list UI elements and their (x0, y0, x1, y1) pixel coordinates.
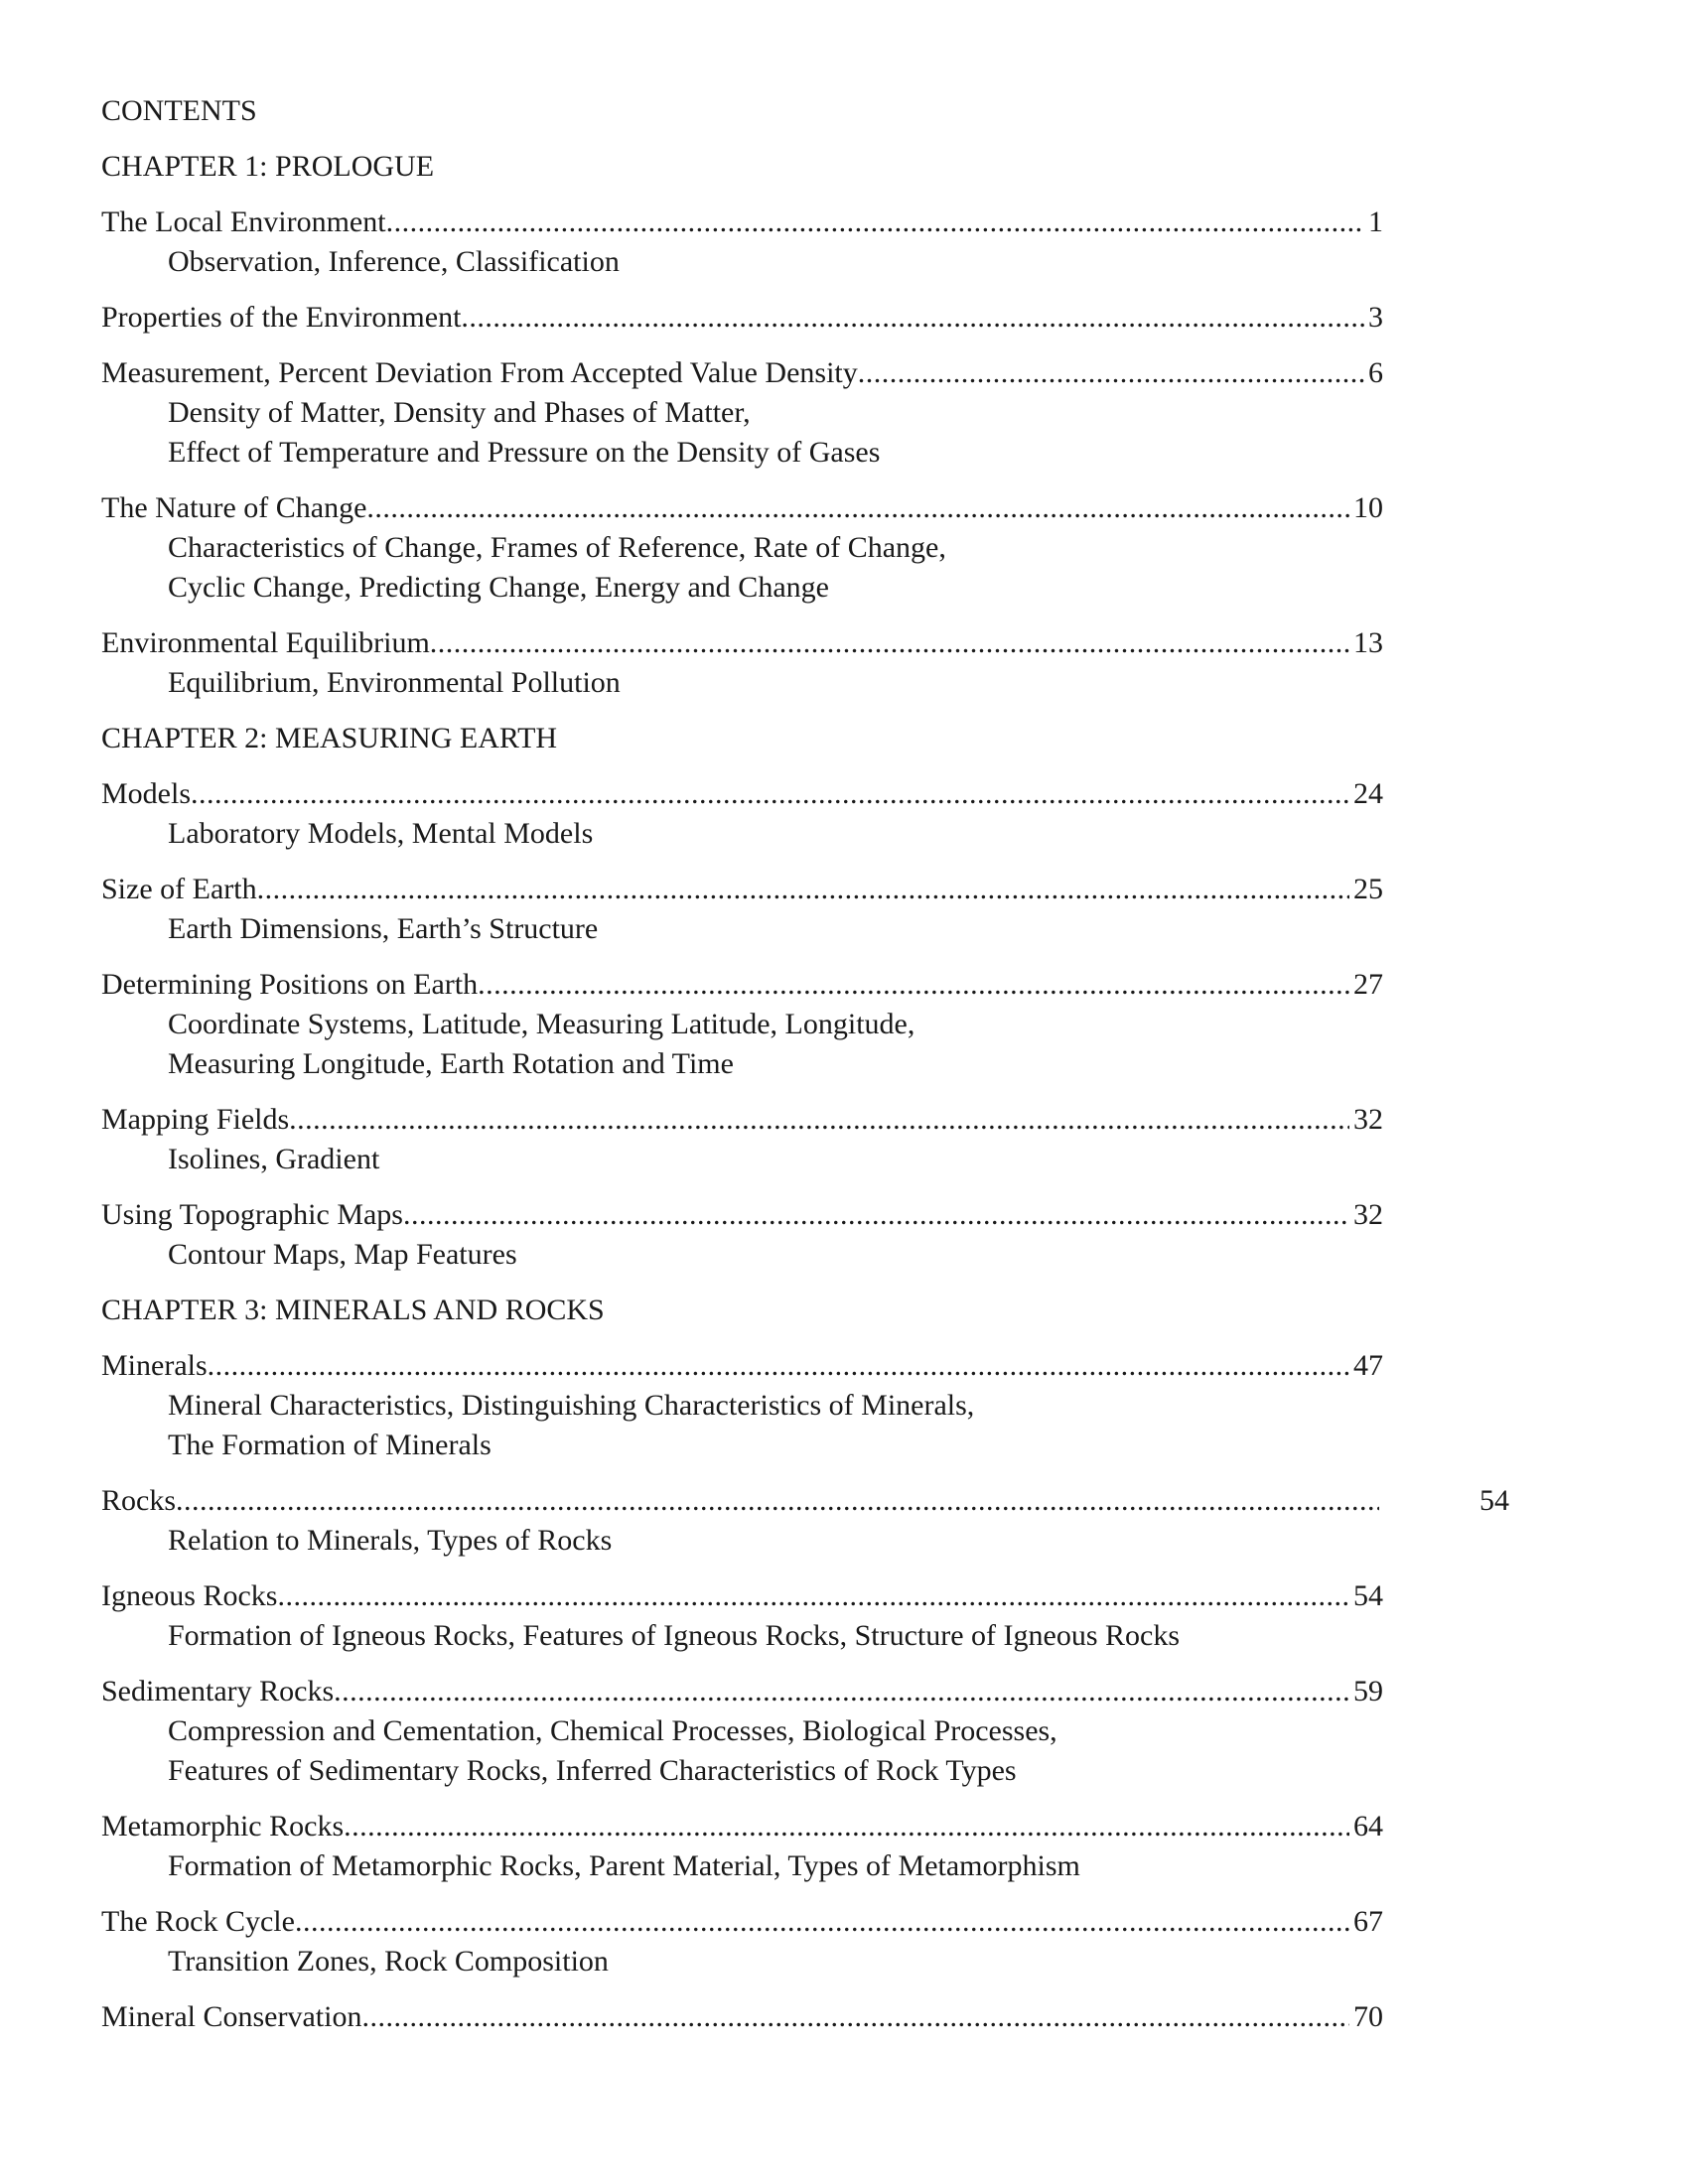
toc-entry-title: The Nature of Change (101, 491, 367, 524)
toc-entry-line (101, 1195, 1383, 1235)
toc-entry-line (101, 488, 1383, 528)
contents-heading: CONTENTS (101, 94, 257, 127)
dot-leader (176, 1481, 1379, 1521)
toc-entry (101, 1576, 1392, 1656)
toc-subtopics: Contour Maps, Map Features (168, 1238, 517, 1271)
toc-entry-line (101, 353, 1383, 393)
dot-leader (361, 1997, 1349, 2037)
toc-entry-title: Sedimentary Rocks (101, 1675, 335, 1707)
toc-subtopics: Earth Dimensions, Earth’s Structure (168, 912, 599, 945)
toc-entry-line (101, 1100, 1383, 1140)
toc-entry (101, 353, 1392, 473)
toc-entry-line (101, 870, 1383, 909)
toc-page-number: 64 (1353, 1810, 1383, 1843)
toc-entry-title: Size of Earth (101, 873, 257, 905)
toc-entry-title: Models (101, 777, 191, 810)
toc-entry-line (101, 774, 1383, 814)
dot-leader (366, 488, 1349, 528)
toc-entry-title: Mineral Conservation (101, 2000, 362, 2033)
toc-subtopics: Formation of Igneous Rocks, Features of Igneous Rocks, Structure of Igneous Rocks (168, 1619, 1181, 1652)
toc-entry (101, 870, 1392, 949)
toc-page-number: 32 (1353, 1198, 1383, 1231)
toc-page-number: 1 (1368, 205, 1383, 238)
toc-entry-title: Environmental Equilibrium (101, 626, 430, 659)
toc-subtopics: Cyclic Change, Predicting Change, Energy and Change (168, 571, 829, 604)
toc-subtopics: Formation of Metamorphic Rocks, Parent Material, Types of Metamorphism (168, 1849, 1080, 1882)
toc-subtopics: Density of Matter, Density and Phases of Matter, (168, 396, 751, 429)
dot-leader (191, 774, 1349, 814)
toc-subtopics: Equilibrium, Environmental Pollution (168, 666, 621, 699)
toc-subtopics: Mineral Characteristics, Distinguishing Characteristics of Minerals, (168, 1389, 975, 1422)
toc-subtopics: Coordinate Systems, Latitude, Measuring Latitude, Longitude, (168, 1008, 915, 1040)
toc-subtopics: Relation to Minerals, Types of Rocks (168, 1524, 613, 1557)
toc-entry-title: Metamorphic Rocks (101, 1810, 345, 1843)
dot-leader (289, 1100, 1349, 1140)
chapter-heading: CHAPTER 1: PROLOGUE (101, 150, 435, 183)
toc-entry (101, 965, 1392, 1084)
toc-entry (101, 203, 1392, 282)
toc-subtopics: Isolines, Gradient (168, 1143, 380, 1175)
toc-entry (101, 1100, 1392, 1179)
toc-entry-title: Properties of the Environment (101, 301, 462, 334)
toc-entry (101, 1672, 1392, 1791)
toc-page-number: 3 (1368, 301, 1383, 334)
toc-subtopics: Measuring Longitude, Earth Rotation and Time (168, 1047, 734, 1080)
toc-page-number: 6 (1368, 356, 1383, 389)
toc-subtopics: Characteristics of Change, Frames of Reference, Rate of Change, (168, 531, 946, 564)
toc-page-number: 27 (1353, 968, 1383, 1001)
toc-entry-line (101, 1902, 1383, 1942)
toc-subtopics: Features of Sedimentary Rocks, Inferred Characteristics of Rock Types (168, 1754, 1017, 1787)
toc-page-number: 47 (1353, 1349, 1383, 1382)
toc-entry-title: The Rock Cycle (101, 1905, 295, 1938)
toc-entry (101, 1346, 1392, 1465)
toc-page-number: 32 (1353, 1103, 1383, 1136)
toc-page-number: 10 (1353, 491, 1383, 524)
toc-entry-title: Using Topographic Maps (101, 1198, 403, 1231)
chapter-heading: CHAPTER 2: MEASURING EARTH (101, 722, 558, 754)
toc-entry-title: The Local Environment (101, 205, 386, 238)
toc-entry-line (101, 623, 1383, 663)
toc-entry (101, 298, 1392, 338)
toc-page-number: 70 (1353, 2000, 1383, 2033)
dot-leader (334, 1672, 1349, 1711)
toc-entry-line (101, 1672, 1383, 1711)
toc-entry (101, 1902, 1392, 1981)
toc-subtopics: Transition Zones, Rock Composition (168, 1945, 609, 1978)
toc-entry-line (101, 1481, 1509, 1521)
toc-page-number: 24 (1353, 777, 1383, 810)
toc-entry-line (101, 965, 1383, 1005)
toc-entry-line (101, 298, 1383, 338)
toc-subtopics: Laboratory Models, Mental Models (168, 817, 594, 850)
dot-leader (430, 623, 1349, 663)
toc-entry (101, 774, 1392, 854)
toc-page-number: 59 (1353, 1675, 1383, 1707)
toc-entry-title: Igneous Rocks (101, 1579, 278, 1612)
toc-entry-title: Mapping Fields (101, 1103, 290, 1136)
dot-leader (277, 1576, 1349, 1616)
toc-entry (101, 1481, 1509, 1561)
dot-leader (344, 1807, 1349, 1846)
toc-entry-title: Determining Positions on Earth (101, 968, 479, 1001)
toc-entry (101, 1195, 1392, 1275)
dot-leader (208, 1346, 1349, 1386)
toc-page-number: 54 (1353, 1579, 1383, 1612)
toc-entry-line (101, 1997, 1383, 2037)
toc-entry (101, 488, 1392, 608)
toc-entry-line (101, 1807, 1383, 1846)
toc-subtopics: Effect of Temperature and Pressure on the Density of Gases (168, 436, 881, 469)
toc-entry (101, 1997, 1392, 2037)
toc-body (101, 147, 1509, 2037)
table-of-contents (101, 91, 1509, 2053)
dot-leader (257, 870, 1349, 909)
toc-subtopics: Compression and Cementation, Chemical Processes, Biological Processes, (168, 1714, 1057, 1747)
toc-entry-line (101, 1576, 1383, 1616)
toc-entry-title: Rocks (101, 1484, 176, 1517)
dot-leader (386, 203, 1364, 242)
chapter-heading: CHAPTER 3: MINERALS AND ROCKS (101, 1294, 605, 1326)
dot-leader (295, 1902, 1349, 1942)
toc-subtopics: The Formation of Minerals (168, 1429, 492, 1461)
dot-leader (858, 353, 1364, 393)
toc-page-number: 67 (1353, 1905, 1383, 1938)
toc-subtopics: Observation, Inference, Classification (168, 245, 620, 278)
toc-entry (101, 1807, 1392, 1886)
toc-entry-title: Measurement, Percent Deviation From Accepted Value Density (101, 356, 858, 389)
toc-page-number: 54 (1479, 1484, 1509, 1517)
dot-leader (461, 298, 1364, 338)
toc-page-number: 13 (1353, 626, 1383, 659)
toc-entry (101, 623, 1392, 703)
dot-leader (478, 965, 1349, 1005)
dot-leader (403, 1195, 1349, 1235)
toc-entry-line (101, 203, 1383, 242)
toc-entry-line (101, 1346, 1383, 1386)
toc-entry-title: Minerals (101, 1349, 208, 1382)
toc-page-number: 25 (1353, 873, 1383, 905)
